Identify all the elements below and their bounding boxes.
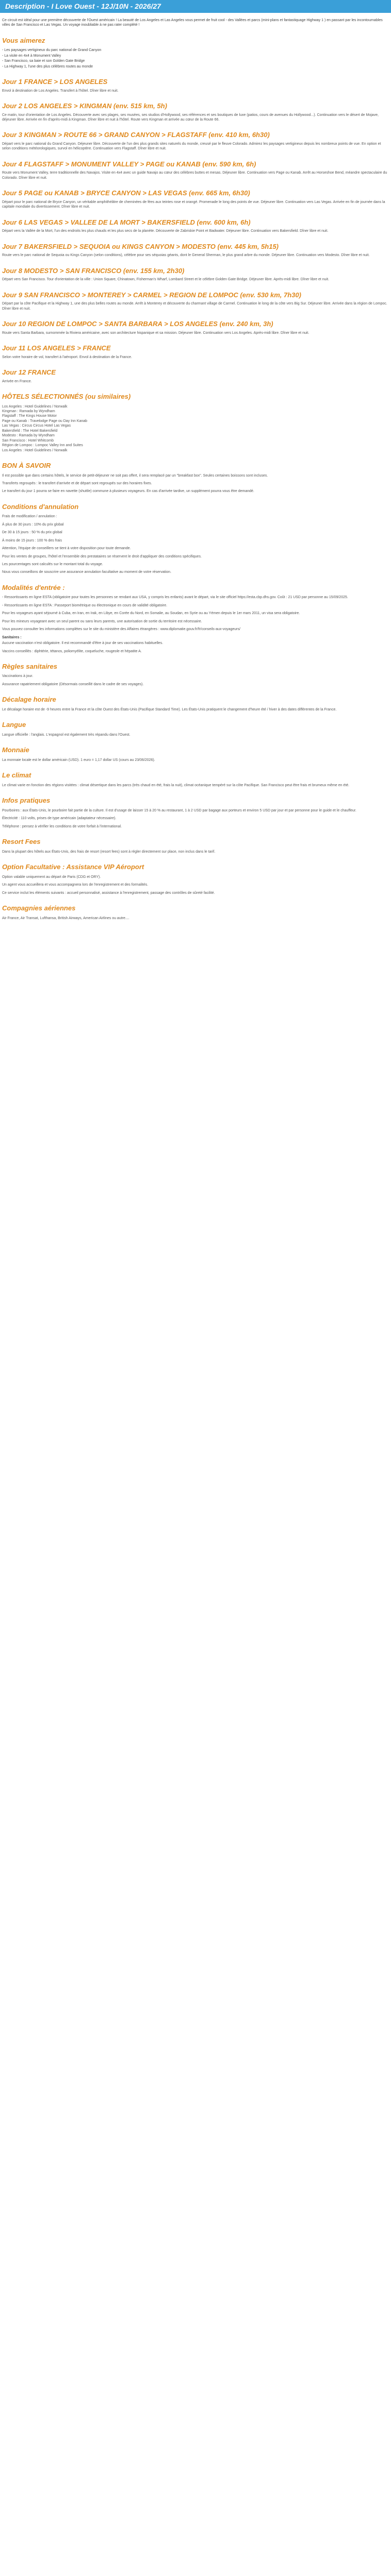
day-title: Jour 4 FLAGSTAFF > MONUMENT VALLEY > PAGE ou KANAB (env. 590 km, 6h) xyxy=(2,160,256,168)
section-title-sante: Sanitaires : xyxy=(2,635,22,639)
decalage-paragraph: Le décalage horaire est de -9 heures entre la France et la côte Ouest des États-Unis (Pacifique Standard Time). Les États-Unis pratiquent le changement d'heure été / hiver à des dates différentes de la France. xyxy=(2,707,337,711)
conditions-paragraph: À moins de 15 jours : 100 % des frais xyxy=(2,538,62,543)
formalites-paragraph: - Ressortissants en ligne ESTA : Passeport biométrique ou électronique en cours de validité obligatoire. xyxy=(2,603,168,607)
hotel-line: Los Angeles : Hotel Guidelines / Norwalk xyxy=(2,448,68,452)
day-title: Jour 12 FRANCE xyxy=(2,368,56,377)
formalites-paragraph: Pour les mineurs voyageant avec un seul parent ou sans leurs parents, une autorisation de sortie du territoire est nécessaire. xyxy=(2,619,202,623)
day-text: Départ vers la Vallée de la Mort, l'un des endroits les plus chauds et les plus secs de la planète. Découverte de Zabriskie Point et Badwater. Déjeuner libre. Continuation vers Bakersfield. Dîner libre et nuit. xyxy=(2,229,329,233)
savoir-paragraph: Il est possible que dans certains hôtels, le service de petit-déjeuner ne soit pas offert, il sera remplacé par un "breakfast box". Seules certaines boissons sont incluses. xyxy=(2,473,268,478)
hotel-line: Los Angeles : Hotel Guidelines / Norwalk xyxy=(2,404,68,409)
day-title: Jour 10 REGION DE LOMPOC > SANTA BARBARA > LOS ANGELES (env. 240 km, 3h) xyxy=(2,320,273,328)
day-text: Selon votre horaire de vol, transfert à l'aéroport. Envol à destination de la France. xyxy=(2,355,132,359)
day-text: Départ pour le parc national de Bryce Canyon, un véritable amphithéâtre de cheminées de fées aux teintes rose et orangé. Promenade le long des points de vue. Déjeuner libre. Continuation vers Las Vegas. Arrivée en fin de journée dans la capitale mondiale du divertissement. Dîner libre et nuit. xyxy=(2,200,385,209)
section-title-savoir: BON À SAVOIR xyxy=(2,461,51,469)
regles-paragraph: Vaccinations à jour. xyxy=(2,674,34,679)
section-title-regles: Règles sanitaires xyxy=(2,662,57,670)
hotel-line: Région de Lompoc : Lompoc Valley Inn and Suites xyxy=(2,444,83,448)
day-text: Départ vers le parc national du Grand Canyon. Déjeuner libre. Découverte de l'un des plus grands sites naturels du monde, creusé par le fleuve Colorado. Admirez les paysages vertigineux depuis les nombreux points de vue. En option et selon conditions météorologiques, survol en hélicoptère. Continuation vers Flagstaff. Dîner libre et nuit. xyxy=(2,142,381,151)
intro xyxy=(2,18,389,28)
conditions-paragraph: Attention, l'équipe de conseillers se tient à votre disposition pour toute demande. xyxy=(2,547,131,551)
sante-paragraph: Aucune vaccination n'est obligatoire. Il est recommandé d'être à jour de ses vaccinations habituelles. xyxy=(2,641,164,646)
resort-paragraph: Dans la plupart des hôtels aux États-Unis, des frais de resort (resort fees) sont à régler directement sur place, non inclus dans le tarif. xyxy=(2,850,216,854)
day-title: Jour 7 BAKERSFIELD > SEQUOIA ou KINGS CANYON > MODESTO (env. 445 km, 5h15) xyxy=(2,242,279,250)
page xyxy=(0,0,391,939)
section-title-decalage: Décalage horaire xyxy=(2,696,56,704)
sante-paragraph: Vaccins conseillés : diphtérie, tétanos, poliomyélite, coqueluche, rougeole et hépatite A. xyxy=(2,649,142,653)
day-text: Envol à destination de Los Angeles. Transfert à l'hôtel. Dîner libre et nuit. xyxy=(2,89,119,93)
option-paragraph: Un agent vous accueillera et vous accompagnera lors de l'enregistrement et des formalités. xyxy=(2,883,149,887)
hotel-line: Page ou Kanab : Travelodge Page ou Day Inn Kanab xyxy=(2,419,88,423)
climat-paragraph: Le climat varie en fonction des régions visitées : climat désertique dans les parcs (très chaud en été, frais la nuit), climat océanique tempéré sur la côte Pacifique. San Francisco peut être frais et brumeux même en été. xyxy=(2,783,350,787)
day-text: Ce matin, tour d'orientation de Los Angeles. Découverte avec ses plages, ses musées, ses studios d'Hollywood, ses références et ses boutiques de luxe (patios, cours de avenues du Hollywood...). Continuation vers le désert de Mojave, déjeuner libre. Arrivée en fin d'après-midi à Kingman. Dîner libre et nuit à l'hôtel. Route vers Kingman et arrivée au cœur de la Route 66. xyxy=(2,113,379,122)
monnaie-paragraph: La monnaie locale est le dollar américain (USD). 1 euro = 1,17 dollar US (cours au 23/06/2026). xyxy=(2,758,155,762)
conditions-paragraph: Pour les ventes de groupes, l'hôtel et l'ensemble des prestataires se réservent le droit d'appliquer des conditions spécifiques. xyxy=(2,554,202,558)
formalites-paragraph: - Ressortissants en ligne ESTA (obligatoire pour toutes les personnes se rendant aux USA, y compris les enfants) avant le départ, via le site officiel https://esta.cbp.dhs.gov. Coût : 21 USD par personne au 15/09/2025. xyxy=(2,596,348,600)
compagnies-paragraph: Air France, Air Transat, Lufthansa, British Airways, American Airlines ou autre.... xyxy=(2,916,129,920)
savoir-paragraph: Transferts regroupés : le transfert d'arrivée et de départ sont regroupés sur des horaires fixes. xyxy=(2,481,152,485)
day-title: Jour 1 FRANCE > LOS ANGELES xyxy=(2,78,108,86)
hotel-line: Bakersfield : The Hotel Bakersfield xyxy=(2,429,58,433)
section-title-formalites: Modalités d'entrée : xyxy=(2,583,65,591)
hotel-line: Modesto : Ramada by Wyndham xyxy=(2,434,55,438)
day-text: Départ vers San Francisco. Tour d'orientation de la ville : Union Square, Chinatown, Fisherman's Wharf, Lombard Street et le célèbre Golden Gate Bridge. Déjeuner libre. Après-midi libre. Dîner libre et nuit. xyxy=(2,278,330,282)
conditions-paragraph: Les pourcentages sont calculés sur le montant total du voyage. xyxy=(2,563,103,567)
savoir-paragraph: Le transfert du jour 1 pourra se faire en navette (shuttle) commune à plusieurs voyageurs. En cas d'arrivée tardive, un supplément pourra vous être demandé. xyxy=(2,489,254,494)
conditions-paragraph: Nous vous conseillons de souscrire une assurance annulation facultative au moment de votre réservation. xyxy=(2,570,172,574)
day-text: Arrivée en France. xyxy=(2,379,32,383)
section-title-resort: Resort Fees xyxy=(2,838,41,846)
section-title-aimerez: Vous aimerez xyxy=(2,36,45,44)
day-text: Route vers Monument Valley, terre traditionnelle des Navajos. Visite en 4x4 avec un guide Navajo au cœur des célèbres buttes et mesas. Déjeuner libre. Continuation vers Page ou Kanab. Arrêt au Horseshoe Bend, méandre spectaculaire du Colorado. Dîner libre et nuit. xyxy=(2,171,387,180)
section-title-monnaie: Monnaie xyxy=(2,746,29,754)
langue-paragraph: Langue officielle : l'anglais. L'espagnol est également très répandu dans l'Ouest. xyxy=(2,733,131,737)
section-title-conditions: Conditions d'annulation xyxy=(2,502,79,511)
list-item: - La visite en 4x4 à Monument Valley xyxy=(2,54,61,58)
section-title-infos: Infos pratiques xyxy=(2,796,51,805)
day-title: Jour 5 PAGE ou KANAB > BRYCE CANYON > LAS VEGAS (env. 665 km, 6h30) xyxy=(2,189,250,197)
option-paragraph: Option valable uniquement au départ de Paris (CDG et ORY). xyxy=(2,875,101,879)
itinerary xyxy=(2,77,389,384)
conditions-paragraph: Frais de modification / annulation : xyxy=(2,515,57,519)
day-text: Route vers le parc national de Sequoia ou Kings Canyon (selon conditions), célèbre pour ses séquoias géants, dont le General Sherman, le plus grand arbre du monde. Déjeuner libre. Continuation vers Modesto. Dîner libre et nuit. xyxy=(2,253,370,258)
section-title-option: Option Facultative : Assistance VIP Aéroport xyxy=(2,863,144,871)
day-title: Jour 3 KINGMAN > ROUTE 66 > GRAND CANYON > FLAGSTAFF (env. 410 km, 6h30) xyxy=(2,131,270,139)
section-title-langue: Langue xyxy=(2,721,26,729)
section-title-hotels: HÔTELS SÉLECTIONNÉS (ou similaires) xyxy=(2,393,131,401)
day-text: Route vers Santa Barbara, surnommée la Riviera américaine, avec son architecture hispanique et sa mission. Déjeuner libre. Continuation vers Los Angeles. Après-midi libre. Dîner libre et nuit. xyxy=(2,331,309,335)
section-title-compagnies: Compagnies aériennes xyxy=(2,904,76,912)
day-text: Départ par la côte Pacifique et la Highway 1, une des plus belles routes au monde. Arrêt à Monterey et découverte du charmant village de Carmel. Continuation le long de la côte vers Big Sur. Déjeuner libre. Arrivée dans la région de Lompoc. Dîner libre et nuit. xyxy=(2,302,387,311)
day-title: Jour 2 LOS ANGELES > KINGMAN (env. 515 km, 5h) xyxy=(2,102,167,110)
infos-paragraph: Téléphone : pensez à vérifier les conditions de votre forfait à l'international. xyxy=(2,824,122,828)
day-title: Jour 11 LOS ANGELES > FRANCE xyxy=(2,344,111,352)
page-title: Description - I Love Ouest - 12J/10N - 2026/27 xyxy=(0,0,391,13)
section-title-climat: Le climat xyxy=(2,771,31,779)
hotel-line: Kingman : Ramada by Wyndham xyxy=(2,410,55,414)
formalites-paragraph: Vous pouvez consulter les informations complètes sur le site du ministère des Affaires étrangères : www.diplomatie.gouv.fr/fr/conseils-aux-voyageurs/ xyxy=(2,628,240,632)
option-paragraph: Ce service inclut les éléments suivants : accueil personnalisé, assistance à l'enregistrement, passage des contrôles de sûreté facilité. xyxy=(2,891,215,895)
hotels-list xyxy=(2,404,389,453)
hotel-line: San Francisco : Hotel Whitcomb xyxy=(2,438,54,443)
day-title: Jour 8 MODESTO > SAN FRANCISCO (env. 155 km, 2h30) xyxy=(2,266,185,275)
hotel-line: Flagstaff : The Kings House Motor xyxy=(2,414,57,418)
infos-paragraph: Pourboires : aux États-Unis, le pourboire fait partie de la culture. Il est d'usage de laisser 15 à 20 % au restaurant, 1 à 2 USD par bagage aux porteurs et environ 5 USD par jour et par personne pour le guide et le chauffeur. xyxy=(2,808,356,812)
conditions-paragraph: De 30 à 15 jours : 50 % du prix global xyxy=(2,531,62,535)
regles-paragraph: Assurance rapatriement obligatoire (Désormais conseillé dans le cadre de ses voyages). xyxy=(2,682,144,686)
infos-paragraph: Électricité : 110 volts, prises de type américain (adaptateur nécessaire). xyxy=(2,817,117,821)
list-item: - La Highway 1, l'une des plus célèbres routes au monde xyxy=(2,64,93,69)
day-title: Jour 9 SAN FRANCISCO > MONTEREY > CARMEL > REGION DE LOMPOC (env. 530 km, 7h30) xyxy=(2,291,301,299)
conditions-paragraph: À plus de 30 jours : 10% du prix global xyxy=(2,522,64,527)
list-item: - San Francisco, sa baie et son Golden Gate Bridge xyxy=(2,59,85,63)
aimerez-list xyxy=(2,48,389,69)
list-item: - Les paysages vertigineux du parc national de Grand Canyon xyxy=(2,48,102,53)
hotel-line: Las Vegas : Circus Circus Hotel Las Vegas xyxy=(2,424,71,428)
intro-paragraph: Ce circuit est idéal pour une première découverte de l'Ouest américain ! La beauté de Los Angeles et Las Angeles vous permet de fruit cool - des Vallées et parcs (mini-plans et fantastiquage Highway 1 ) en passant par les incontournables villes de San Francisco et Las Vegas. Un voyage inoubliable à ne pas rater complété ! xyxy=(2,18,383,27)
day-title: Jour 6 LAS VEGAS > VALLEE DE LA MORT > BAKERSFIELD (env. 600 km, 6h) xyxy=(2,218,251,226)
formalites-paragraph: Pour les voyageurs ayant séjourné à Cuba, en Iran, en Irak, en Libye, en Corée du Nord, en Somalie, au Soudan, en Syrie ou au Yémen depuis le 1er mars 2011, un visa sera obligatoire. xyxy=(2,612,300,616)
